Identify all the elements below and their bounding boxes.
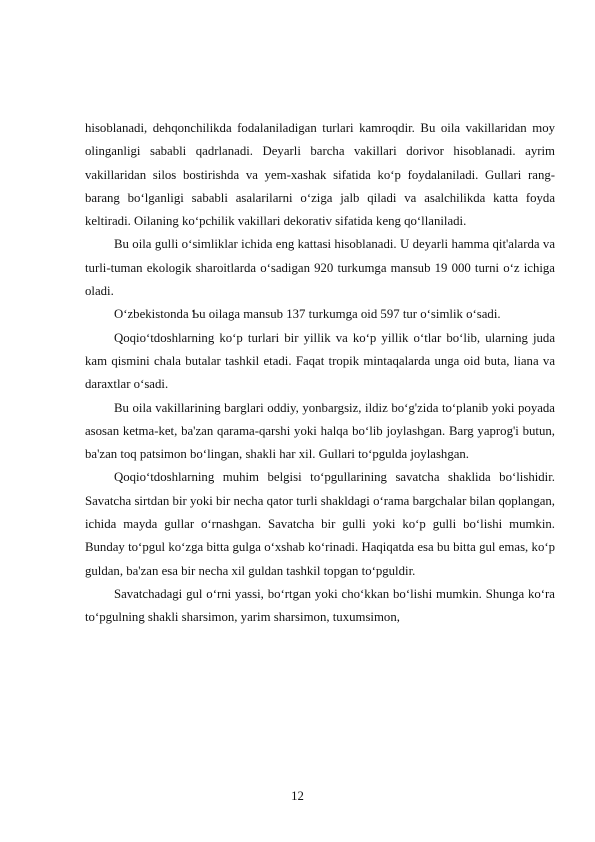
paragraph-4: Qoqio‘tdoshlarning ko‘p turlari bir yillik va ko‘p yillik o‘tlar bo‘lib, ularning juda kam qismini chala butalar tashkil etadi. Faqat tropik mintaqalarda unga oid buta, liana va daraxtlar o‘sadi.: [85, 330, 555, 392]
paragraph-5: Bu oila vakillarining barglari oddiy, yonbargsiz, ildiz bo‘g'zida to‘planib yoki poyada asosan ketma-ket, ba'zan qarama-qarshi yoki halqa bo‘lib joylashgan. Barg yaprog'i butun, ba'zan toq patsimon bo‘lingan, shakli har xil. Gullari to‘pgulda joylashgan.: [85, 400, 555, 462]
paragraph-2: Bu oila gulli o‘simliklar ichida eng kattasi hisoblanadi. U deyarli hamma qit'alarda va turli-tuman ekologik sharoitlarda o‘sadigan 920 turkumga mansub 19 000 turni o‘z ichiga oladi.: [85, 237, 555, 299]
paragraph-1: hisoblanadi, dehqonchilikda fodalaniladigan turlari kamroqdir. Bu oila vakillaridan moy olinganligi sababli qadrlanadi. Deyarli barcha vakillari dorivor hisoblanadi. ayrim vakillaridan silos bostirishda va yem-xashak sifatida ko‘p foydalaniladi. Gullari rang-barang bo‘lganligi sababli asalarilarni o‘ziga jalb qiladi va asalchilikda katta foyda keltiradi. Oilaning ko‘pchilik vakillari dekorativ sifatida keng qo‘llaniladi.: [85, 121, 555, 229]
page-number: 12: [291, 789, 304, 803]
document-body: [85, 117, 555, 630]
paragraph-6: Qoqio‘tdoshlarning muhim belgisi to‘pgullarining savatcha shaklida bo‘lishidir. Savatcha sirtdan bir yoki bir necha qator turli shakldagi o‘rama bargchalar bilan qoplangan, ichida mayda gullar o‘rnashgan. Savatcha bir gulli yoki ko‘p gulli bo‘lishi mumkin. Bunday to‘pgul ko‘zga bitta gulga o‘xshab ko‘rinadi. Haqiqatda esa bu bitta gul emas, ko‘p guldan, ba'zan esa bir necha xil guldan tashkil topgan to‘pguldir.: [85, 470, 555, 578]
paragraph-3: O‘zbekistonda Ƅu oilaga mansub 137 turkumga oid 597 tur o‘simlik o‘sadi.: [114, 307, 501, 322]
paragraph-7: Savatchadagi gul o‘rni yassi, bo‘rtgan yoki cho‘kkan bo‘lishi mumkin. Shunga ko‘ra to‘pgulning shakli sharsimon, yarim sharsimon, tuxumsimon,: [85, 586, 555, 625]
